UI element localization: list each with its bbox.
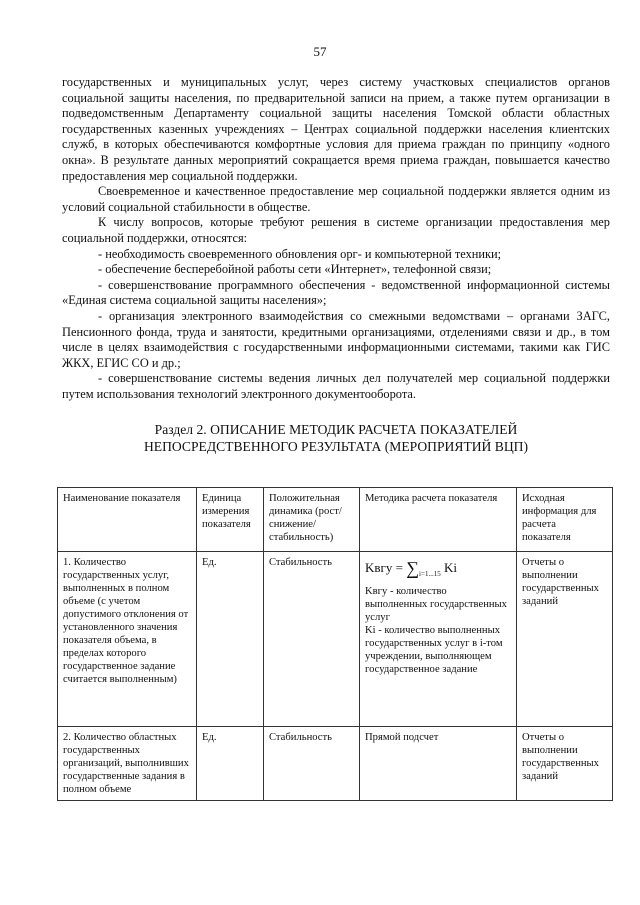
- table-row: [58, 727, 613, 801]
- formula: [365, 559, 511, 583]
- paragraph: Своевременное и качественное предоставление мер социальной поддержки является одним из условий социальной стабильности в обществе.: [62, 184, 610, 214]
- methods-table: [57, 487, 613, 801]
- formula-equals: =: [395, 560, 403, 575]
- cell-indicator-name: 1. Количество государственных услуг, выполненных в полном объеме (с учетом допустимого отклонения от установленного значения показателя объема, в пределах которого государственное задание считается выполненным): [58, 552, 197, 727]
- paragraph: К числу вопросов, которые требуют решения в системе организации предоставления мер социальной поддержки, относятся:: [62, 215, 610, 245]
- header-indicator-name: Наименование показателя: [58, 488, 197, 552]
- list-item: - необходимость своевременного обновления орг- и компьютерной техники;: [98, 246, 502, 261]
- formula-lhs: Kвгу: [365, 560, 393, 575]
- header-method: Методика расчета показателя: [360, 488, 517, 552]
- cell-unit: Ед.: [197, 727, 264, 801]
- sigma-index: i=1...15: [419, 570, 441, 578]
- list-item: - совершенствование системы ведения личных дел получателей мер социальной поддержки путем использования технологий электронного документооборота.: [62, 371, 610, 401]
- cell-method: Прямой подсчет: [360, 727, 517, 801]
- paragraph: государственных и муниципальных услуг, через систему участковых специалистов органов социальной защиты населения, по предварительной записи на прием, а также путем организации в подведомственным Департаменту социальной защиты населения Томской области областных государственных казенных учреждениях – Центрах социальной поддержки населения клиентских служб, в которых обеспечиваются комфортные условия для приема граждан по принципу «одного окна». В результате данных мероприятий сокращается время приема граждан, повышается качество предоставления мер социальной поддержки.: [62, 75, 610, 183]
- section-title: [62, 421, 610, 455]
- cell-source: Отчеты о выполнении государственных заданий: [517, 552, 613, 727]
- cell-unit: Ед.: [197, 552, 264, 727]
- header-unit: Единица измерения показателя: [197, 488, 264, 552]
- table-row: [58, 552, 613, 727]
- cell-indicator-name: 2. Количество областных государственных организаций, выполнивших государственные задания в полном объеме: [58, 727, 197, 801]
- list-item: - совершенствование программного обеспечения - ведомственной информационной системы «Единая система социальной защиты населения»;: [62, 277, 610, 308]
- cell-dynamics: Стабильность: [264, 727, 360, 801]
- method-description: Kвгу - количество выполненных государственных услуг Ki - количество выполненных государственных услуг в i-том учреждении, выполняющем государственное задание: [365, 586, 507, 675]
- list-item: - организация электронного взаимодействия со смежными ведомствами – органами ЗАГС, Пенсионного фонда, труда и занятости, кредитными организациями, отделениями связи и др., в том числе в целях взаимодействия с государственными информационными системами, такими как ГИС ЖКХ, ЕГИС СО и др.;: [62, 308, 610, 370]
- table-header-row: [58, 488, 613, 552]
- header-dynamics: Положительная динамика (рост/снижение/стабильность): [264, 488, 360, 552]
- list-item: - обеспечение бесперебойной работы сети «Интернет», телефонной связи;: [98, 262, 492, 277]
- body-text: [62, 75, 610, 402]
- cell-source: Отчеты о выполнении государственных заданий: [517, 727, 613, 801]
- page-number: 57: [313, 44, 327, 59]
- cell-method: [360, 552, 517, 727]
- cell-dynamics: Стабильность: [264, 552, 360, 727]
- section-title-line-2: НЕПОСРЕДСТВЕННОГО РЕЗУЛЬТАТА (МЕРОПРИЯТИЙ ВЦП): [143, 439, 529, 454]
- sigma-symbol: ∑: [406, 558, 420, 578]
- section-title-line-1: Раздел 2. ОПИСАНИЕ МЕТОДИК РАСЧЕТА ПОКАЗАТЕЛЕЙ: [154, 422, 518, 437]
- header-source: Исходная информация для расчета показателя: [517, 488, 613, 552]
- formula-term: Ki: [443, 560, 457, 575]
